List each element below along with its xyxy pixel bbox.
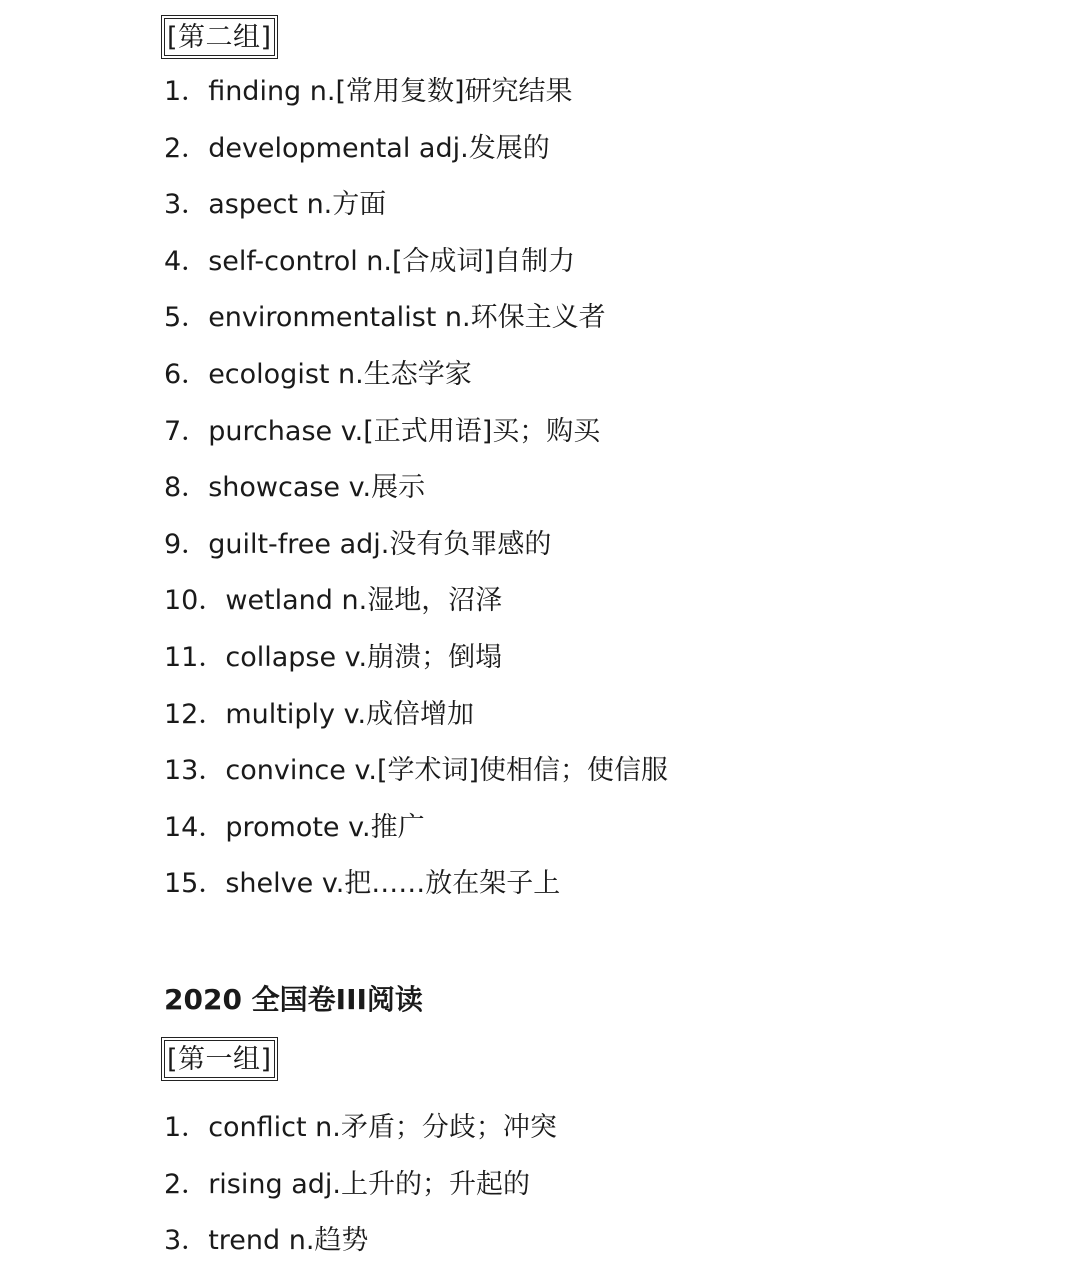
item-number: 3． (164, 189, 209, 221)
list-item (164, 460, 1044, 517)
list-item (164, 800, 1044, 857)
item-word: self-control n. (208, 245, 393, 277)
item-word: developmental adj. (208, 132, 469, 164)
item-word: showcase v. (208, 472, 372, 504)
document-page (164, 18, 1044, 1257)
item-word: collapse v. (225, 641, 368, 673)
list-item (164, 234, 1044, 291)
section-title: 2020 全国卷III阅读 (164, 983, 423, 1016)
group-label: [第二组] (164, 18, 275, 56)
item-meaning: 成倍增加 (366, 698, 475, 730)
list-item (164, 177, 1044, 234)
item-meaning: 趋势 (314, 1225, 369, 1257)
item-meaning: 没有负罪感的 (389, 528, 552, 560)
item-word: wetland n. (225, 585, 368, 617)
list-item (164, 121, 1044, 178)
item-meaning: 推广 (370, 811, 425, 843)
list-item (164, 64, 1044, 121)
item-number: 2． (164, 132, 209, 164)
item-number: 11． (164, 641, 226, 673)
item-word: rising adj. (208, 1168, 341, 1200)
list-item (164, 347, 1044, 404)
item-meaning: [正式用语]买；购买 (363, 415, 601, 447)
item-meaning: 方面 (332, 189, 387, 221)
item-number: 1． (164, 1112, 209, 1143)
item-number: 10． (164, 585, 226, 617)
item-meaning: 崩溃；倒塌 (367, 641, 503, 673)
item-word: ecologist n. (208, 358, 364, 390)
item-number: 13． (164, 755, 226, 787)
item-meaning: [学术词]使相信；使信服 (376, 755, 669, 787)
item-meaning: 矛盾；分歧；冲突 (340, 1112, 557, 1143)
item-number: 5． (164, 302, 209, 334)
item-word: trend n. (208, 1225, 315, 1257)
item-number: 12． (164, 698, 226, 730)
item-word: conflict n. (208, 1112, 341, 1143)
item-meaning: 环保主义者 (470, 302, 606, 334)
list-item (164, 404, 1044, 461)
item-meaning: 发展的 (468, 132, 550, 164)
list-item (164, 687, 1044, 744)
list-item (164, 290, 1044, 347)
item-number: 1． (164, 76, 209, 107)
item-number: 3． (164, 1225, 209, 1257)
item-word: convince v. (225, 755, 377, 787)
list-item (164, 1157, 557, 1214)
item-number: 2． (164, 1168, 209, 1200)
list-item (164, 517, 1044, 574)
item-meaning: 上升的；升起的 (340, 1168, 530, 1200)
list-item (164, 856, 1044, 913)
item-number: 15． (164, 868, 226, 900)
item-word: multiply v. (225, 698, 367, 730)
list-item (164, 573, 1044, 630)
item-word: guilt-free adj. (208, 528, 390, 560)
item-word: purchase v. (208, 415, 364, 447)
item-meaning: [合成词]自制力 (392, 245, 576, 277)
list-item (164, 1100, 557, 1157)
item-number: 7． (164, 415, 209, 447)
item-meaning: 把……放在架子上 (344, 868, 561, 900)
group-label: [第一组] (164, 1040, 275, 1078)
item-number: 6． (164, 358, 209, 390)
item-meaning: 展示 (371, 472, 426, 504)
list-item (164, 743, 1044, 800)
item-word: shelve v. (225, 868, 345, 900)
item-word: promote v. (225, 811, 371, 843)
list-item (164, 630, 1044, 687)
item-meaning: [常用复数]研究结果 (335, 76, 573, 107)
item-word: finding n. (208, 76, 336, 107)
item-meaning: 湿地，沼泽 (367, 585, 503, 617)
item-word: environmentalist n. (208, 302, 471, 334)
list-item (164, 1213, 557, 1270)
item-meaning: 生态学家 (363, 358, 472, 390)
item-number: 9． (164, 528, 209, 560)
vocab-list (164, 64, 1044, 913)
vocab-list (164, 1100, 557, 1270)
item-number: 8． (164, 472, 209, 504)
item-number: 4． (164, 245, 209, 277)
item-word: aspect n. (208, 189, 333, 221)
item-number: 14． (164, 811, 226, 843)
